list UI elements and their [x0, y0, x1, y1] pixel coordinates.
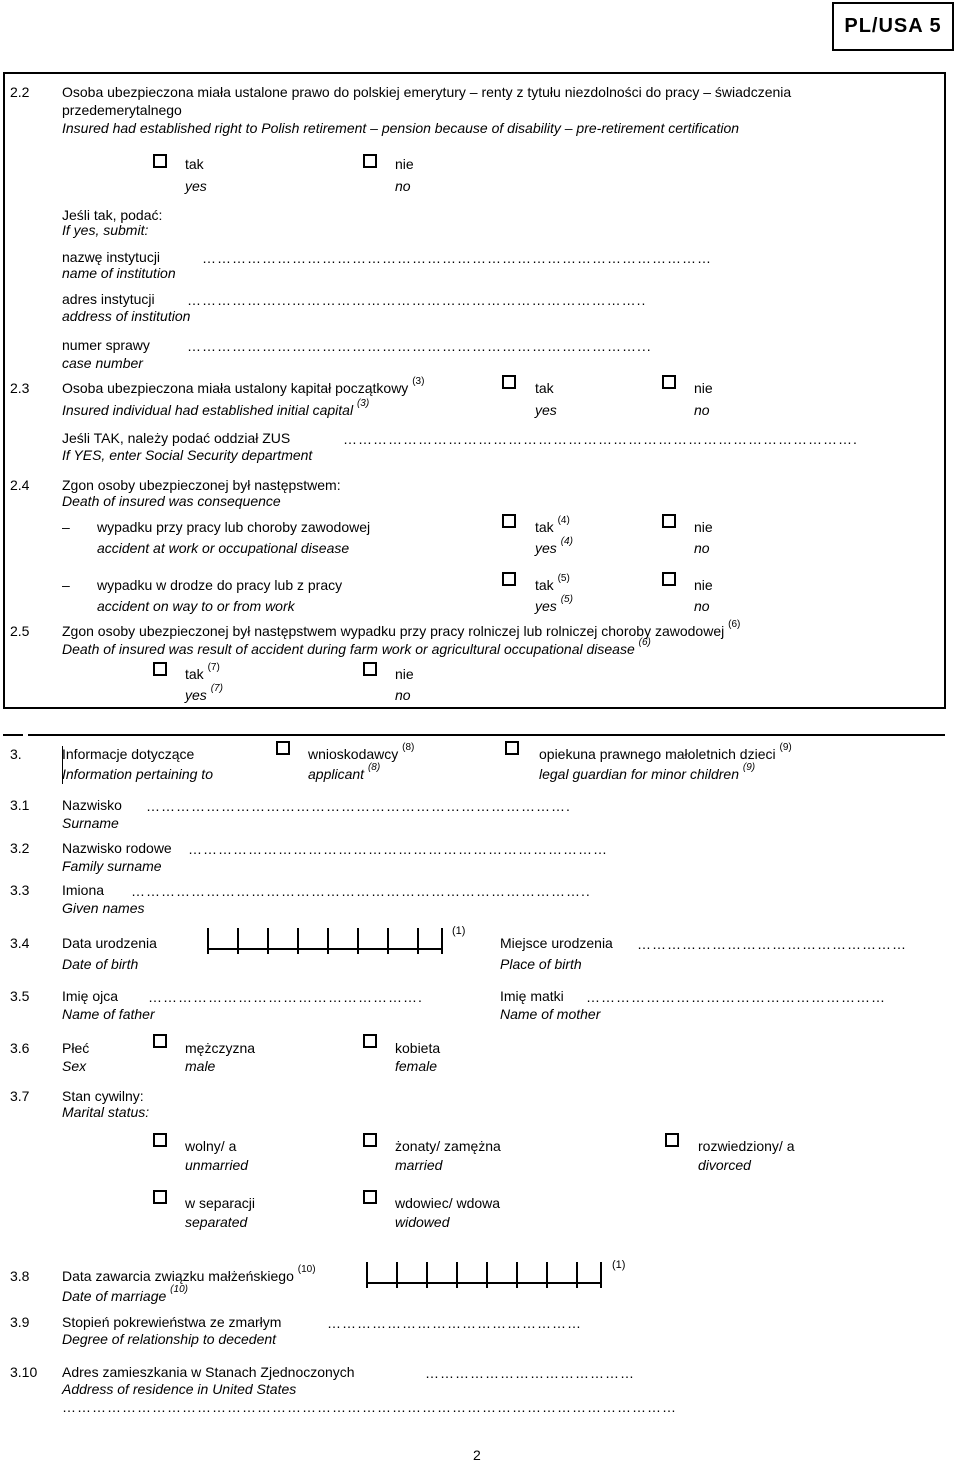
father-name-field[interactable]: ………………………………………………. — [148, 989, 423, 1005]
s2-5-question-pl: Zgon osoby ubezpieczonej był następstwem wypadku przy pracy rolniczej lub rolniczej choroby zawodowej $^{(6)}$ — [62, 619, 741, 639]
s2-2-question-en: Insured had established right to Polish retirement – pension because of disability – pre-retirement certification — [62, 120, 740, 136]
guardian-pl: opiekuna prawnego małoletnich dzieci $^{(9)}$ — [539, 742, 792, 762]
s2-5-yes-checkbox[interactable] — [153, 662, 167, 676]
marital-label-pl: Stan cywilny: — [62, 1088, 144, 1104]
sex-label-en: Sex — [62, 1058, 87, 1074]
unmarried-checkbox[interactable] — [153, 1133, 167, 1147]
s2-2-yes-checkbox[interactable] — [153, 154, 167, 168]
female-checkbox[interactable] — [363, 1034, 377, 1048]
widowed-en: widowed — [395, 1214, 450, 1230]
s2-2-no-checkbox[interactable] — [363, 154, 377, 168]
sex-number: 3.6 — [10, 1040, 30, 1056]
s2-2-no-en: no — [395, 178, 411, 194]
s2-2-number: 2.2 — [10, 84, 30, 100]
surname-field[interactable]: …………………………………………………………………………. — [146, 798, 571, 814]
guardian-checkbox[interactable] — [505, 741, 519, 755]
dash: – — [62, 519, 70, 535]
unmarried-pl: wolny/ a — [185, 1138, 237, 1154]
mother-name-field[interactable]: …………………………………………………… — [586, 989, 886, 1005]
given-names-field[interactable]: ……………………………………………………………………………….. — [131, 883, 591, 899]
relation-label-en: Degree of relationship to decedent — [62, 1331, 277, 1347]
s2-5-no-en: no — [395, 687, 411, 703]
us-address-label-pl: Adres zamieszkania w Stanach Zjednoczonych — [62, 1364, 355, 1380]
s2-5-no-checkbox[interactable] — [363, 662, 377, 676]
mother-label-pl: Imię matki — [500, 988, 564, 1004]
applicant-en: applicant $^{(8)}$ — [308, 762, 381, 782]
s2-2-question-pl: Osoba ubezpieczona miała ustalone prawo do polskiej emerytury – renty z tytułu niezdolności do pracy – świadczenia — [62, 84, 792, 100]
dob-label-en: Date of birth — [62, 956, 139, 972]
relation-label-pl: Stopień pokrewieństwa ze zmarłym — [62, 1314, 282, 1330]
institution-label-pl: nazwę instytucji — [62, 249, 161, 265]
s2-5-question-en: Death of insured was result of accident during farm work or agricultural occupational disease $^{(6)}$ — [62, 637, 651, 657]
s3-number: 3. — [10, 746, 22, 762]
relation-field[interactable]: …………………………………………… — [327, 1315, 582, 1331]
male-checkbox[interactable] — [153, 1034, 167, 1048]
widowed-pl: wdowiec/ wdowa — [395, 1195, 501, 1211]
commute-accident-yes-pl: tak $^{(5)}$ — [535, 573, 570, 593]
father-label-pl: Imię ojca — [62, 988, 119, 1004]
commute-accident-en: accident on way to or from work — [97, 598, 295, 614]
unmarried-en: unmarried — [185, 1157, 249, 1173]
commute-accident-yes-checkbox[interactable] — [502, 572, 516, 586]
s2-5-yes-en: yes $^{(7)}$ — [185, 683, 223, 703]
commute-accident-no-pl: nie — [694, 577, 713, 593]
marriage-date-footnote: (1) — [612, 1259, 626, 1271]
s2-3-yes-pl: tak — [535, 380, 554, 396]
case-number-label-en: case number — [62, 355, 143, 371]
surname-label-en: Surname — [62, 815, 119, 831]
pob-field[interactable]: ……………………………………………… — [637, 936, 907, 952]
divorced-checkbox[interactable] — [665, 1133, 679, 1147]
surname-number: 3.1 — [10, 797, 30, 813]
section-3-rule-left — [3, 734, 23, 736]
marital-label-en: Marital status: — [62, 1104, 150, 1120]
form-code-box: PL/USA 5 — [832, 2, 954, 51]
family-surname-label-pl: Nazwisko rodowe — [62, 840, 172, 856]
given-names-label-pl: Imiona — [62, 882, 105, 898]
case-number-field[interactable]: ………………………………………………………………………………... — [187, 338, 652, 354]
marriage-number: 3.8 — [10, 1268, 30, 1284]
father-number: 3.5 — [10, 988, 30, 1004]
family-surname-label-en: Family surname — [62, 858, 162, 874]
dob-footnote: (1) — [452, 925, 466, 937]
s2-4-question-pl: Zgon osoby ubezpieczonej był następstwem: — [62, 477, 341, 493]
sex-label-pl: Płeć — [62, 1040, 90, 1056]
male-pl: mężczyzna — [185, 1040, 256, 1056]
guardian-en: legal guardian for minor children $^{(9)}$ — [539, 762, 756, 782]
institution-name-field[interactable]: ………………………………………………………………………………………… — [202, 250, 712, 266]
family-surname-number: 3.2 — [10, 840, 30, 856]
s2-5-no-pl: nie — [395, 666, 414, 682]
mother-label-en: Name of mother — [500, 1006, 601, 1022]
work-accident-yes-checkbox[interactable] — [502, 514, 516, 528]
father-label-en: Name of father — [62, 1006, 155, 1022]
applicant-checkbox[interactable] — [276, 741, 290, 755]
page-number: 2 — [473, 1447, 481, 1463]
s2-2-yes-pl: tak — [185, 156, 204, 172]
s2-2-if-pl: Jeśli tak, podać: — [62, 207, 163, 223]
dob-number: 3.4 — [10, 935, 30, 951]
case-number-label-pl: numer sprawy — [62, 337, 150, 353]
dob-date-input[interactable] — [207, 928, 443, 954]
separated-checkbox[interactable] — [153, 1190, 167, 1204]
married-en: married — [395, 1157, 443, 1173]
marriage-date-input[interactable] — [366, 1262, 602, 1288]
divorced-en: divorced — [698, 1157, 751, 1173]
divorced-pl: rozwiedziony/ a — [698, 1138, 795, 1154]
s2-5-number: 2.5 — [10, 623, 30, 639]
work-accident-no-checkbox[interactable] — [662, 514, 676, 528]
s2-3-yes-checkbox[interactable] — [502, 375, 516, 389]
us-address-number: 3.10 — [10, 1364, 38, 1380]
zus-department-field[interactable]: …………………………………………………………………………………………. — [343, 431, 858, 447]
s3-title-pl: Informacje dotyczące — [62, 746, 195, 762]
s2-5-yes-pl: tak $^{(7)}$ — [185, 662, 220, 682]
s2-4-question-en: Death of insured was consequence — [62, 493, 281, 509]
s2-3-question-pl: Osoba ubezpieczona miała ustalony kapitał początkowy $^{(3)}$ — [62, 376, 425, 396]
work-accident-no-en: no — [694, 540, 710, 556]
work-accident-en: accident at work or occupational disease — [97, 540, 350, 556]
s2-4-number: 2.4 — [10, 477, 30, 493]
us-address-field-line-2[interactable]: …………………………………………………………………………………………………………… — [62, 1399, 677, 1415]
female-pl: kobieta — [395, 1040, 441, 1056]
marriage-label-pl: Data zawarcia związku małżeńskiego $^{(10)}$ — [62, 1264, 316, 1284]
separated-pl: w separacji — [185, 1195, 256, 1211]
zus-label-en: If YES, enter Social Security department — [62, 447, 313, 463]
s2-2-yes-en: yes — [185, 178, 207, 194]
institution-address-field[interactable]: ………………...…………………………………………………………….. — [187, 292, 647, 308]
s2-3-no-pl: nie — [694, 380, 713, 396]
pob-label-pl: Miejsce urodzenia — [500, 935, 613, 951]
marital-number: 3.7 — [10, 1088, 30, 1104]
work-accident-no-pl: nie — [694, 519, 713, 535]
s2-2-if-en: If yes, submit: — [62, 222, 149, 238]
commute-accident-no-checkbox[interactable] — [662, 572, 676, 586]
commute-accident-yes-en: yes $^{(5)}$ — [535, 594, 573, 614]
work-accident-yes-pl: tak $^{(4)}$ — [535, 515, 570, 535]
female-en: female — [395, 1058, 438, 1074]
us-address-field[interactable]: …………………………………… — [425, 1365, 635, 1381]
s3-title-en: Information pertaining to — [62, 766, 213, 782]
family-surname-field[interactable]: ………………………………………………………………………… — [188, 841, 608, 857]
separated-en: separated — [185, 1214, 248, 1230]
s2-2-no-pl: nie — [395, 156, 414, 172]
pob-label-en: Place of birth — [500, 956, 582, 972]
s2-3-question-en: Insured individual had established initial capital $^{(3)}$ — [62, 398, 370, 418]
male-en: male — [185, 1058, 216, 1074]
commute-accident-no-en: no — [694, 598, 710, 614]
dash: – — [62, 577, 70, 593]
married-checkbox[interactable] — [363, 1133, 377, 1147]
section-3-rule — [28, 734, 945, 736]
work-accident-yes-en: yes $^{(4)}$ — [535, 536, 573, 556]
s2-3-no-checkbox[interactable] — [662, 375, 676, 389]
zus-label-pl: Jeśli TAK, należy podać oddział ZUS — [62, 430, 291, 446]
s2-3-number: 2.3 — [10, 380, 30, 396]
applicant-pl: wnioskodawcy $^{(8)}$ — [308, 742, 415, 762]
surname-label-pl: Nazwisko — [62, 797, 122, 813]
married-pl: żonaty/ zamężna — [395, 1138, 501, 1154]
s2-3-no-en: no — [694, 402, 710, 418]
commute-accident-pl: wypadku w drodze do pracy lub z pracy — [97, 577, 343, 593]
address-label-en: address of institution — [62, 308, 191, 324]
given-names-label-en: Given names — [62, 900, 145, 916]
us-address-label-en: Address of residence in United States — [62, 1381, 297, 1397]
s2-3-yes-en: yes — [535, 402, 557, 418]
address-label-pl: adres instytucji — [62, 291, 155, 307]
marriage-label-en: Date of marriage $^{(10)}$ — [62, 1284, 188, 1304]
work-accident-pl: wypadku przy pracy lub choroby zawodowej — [97, 519, 371, 535]
relation-number: 3.9 — [10, 1314, 30, 1330]
dob-label-pl: Data urodzenia — [62, 935, 157, 951]
institution-label-en: name of institution — [62, 265, 176, 281]
widowed-checkbox[interactable] — [363, 1190, 377, 1204]
given-names-number: 3.3 — [10, 882, 30, 898]
s2-2-question-pl-2: przedemerytalnego — [62, 102, 182, 118]
